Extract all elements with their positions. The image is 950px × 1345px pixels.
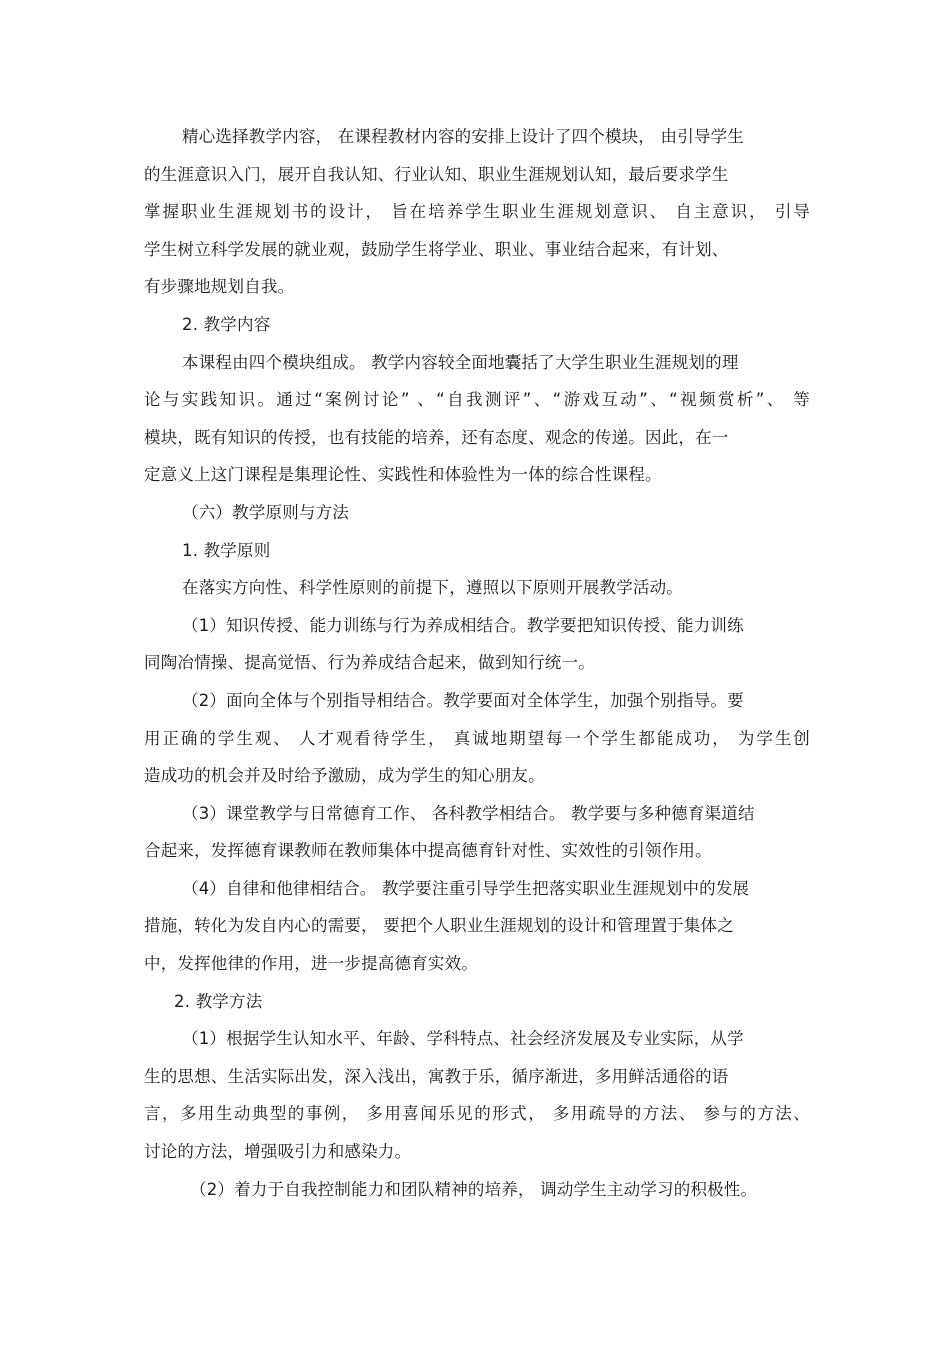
text-line: 学生树立科学发展的就业观，鼓励学生将学业、职业、事业结合起来，有计划、 <box>144 239 729 259</box>
text-line: 定意义上这门课程是集理论性、实践性和体验性为一体的综合性课程。 <box>144 465 662 485</box>
text-line: 措施，转化为发自内心的需要， 要把个人职业生涯规划的设计和管理置于集体之 <box>144 916 734 936</box>
text-line: （1）知识传授、能力训练与行为养成相结合。教学要把知识传授、能力训练 <box>182 615 744 635</box>
text-line: 造成功的机会并及时给予激励，成为学生的知心朋友。 <box>144 766 545 786</box>
text-line: 模块，既有知识的传授，也有技能的培养，还有态度、观念的传递。因此，在一 <box>144 427 729 447</box>
text-line: 精心选择教学内容， 在课程教材内容的安排上设计了四个模块， 由引导学生 <box>182 127 744 146</box>
text-line: 讨论的方法，增强吸引力和感染力。 <box>144 1142 412 1162</box>
text-line: 同陶冶情操、提高觉悟、行为养成结合起来，做到知行统一。 <box>144 653 595 673</box>
section-heading: 1. 教学原则 <box>182 540 271 560</box>
text-line: 论与实践知识。通过“案例讨论” 、“自我测评”、“游戏互动”、“视频赏析”、 等 <box>144 390 810 410</box>
text-line: 掌握职业生涯规划书的设计， 旨在培养学生职业生涯规划意识、 自主意识， 引导 <box>144 202 810 222</box>
text-line: 的生涯意识入门，展开自我认知、行业认知、职业生涯规划认知，最后要求学生 <box>144 164 729 184</box>
section-heading: 2. 教学方法 <box>174 991 263 1011</box>
document-body <box>144 118 810 1208</box>
text-line: 本课程由四个模块组成。 教学内容较全面地囊括了大学生职业生涯规划的理 <box>182 352 739 372</box>
text-line: 中，发挥他律的作用，进一步提高德育实效。 <box>144 954 478 974</box>
section-heading: 2. 教学内容 <box>182 314 271 334</box>
text-line: 用正确的学生观、 人才观看待学生， 真诚地期望每一个学生都能成功， 为学生创 <box>144 728 810 748</box>
text-line: （1）根据学生认知水平、年龄、学科特点、社会经济发展及专业实际，从学 <box>182 1029 744 1049</box>
text-line: （3）课堂教学与日常德育工作、 各科教学相结合。 教学要与多种德育渠道结 <box>182 803 755 823</box>
text-line: 言，多用生动典型的事例， 多用喜闻乐见的形式， 多用疏导的方法、 参与的方法、 <box>144 1104 810 1124</box>
text-line: 生的思想、生活实际出发，深入浅出，寓教于乐，循序渐进，多用鲜活通俗的语 <box>144 1066 729 1086</box>
text-line: 在落实方向性、科学性原则的前提下，遵照以下原则开展教学活动。 <box>182 578 683 598</box>
text-line: 有步骤地规划自我。 <box>144 277 295 297</box>
text-line: （2）面向全体与个别指导相结合。教学要面对全体学生，加强个别指导。要 <box>182 690 744 710</box>
text-line: 合起来，发挥德育课教师在教师集体中提高德育针对性、实效性的引领作用。 <box>144 841 712 861</box>
section-heading: （六）教学原则与方法 <box>182 502 349 522</box>
text-line: （2）着力于自我控制能力和团队精神的培养， 调动学生主动学习的积极性。 <box>190 1179 758 1199</box>
text-line: （4）自律和他律相结合。 教学要注重引导学生把落实职业生涯规划中的发展 <box>182 878 750 898</box>
